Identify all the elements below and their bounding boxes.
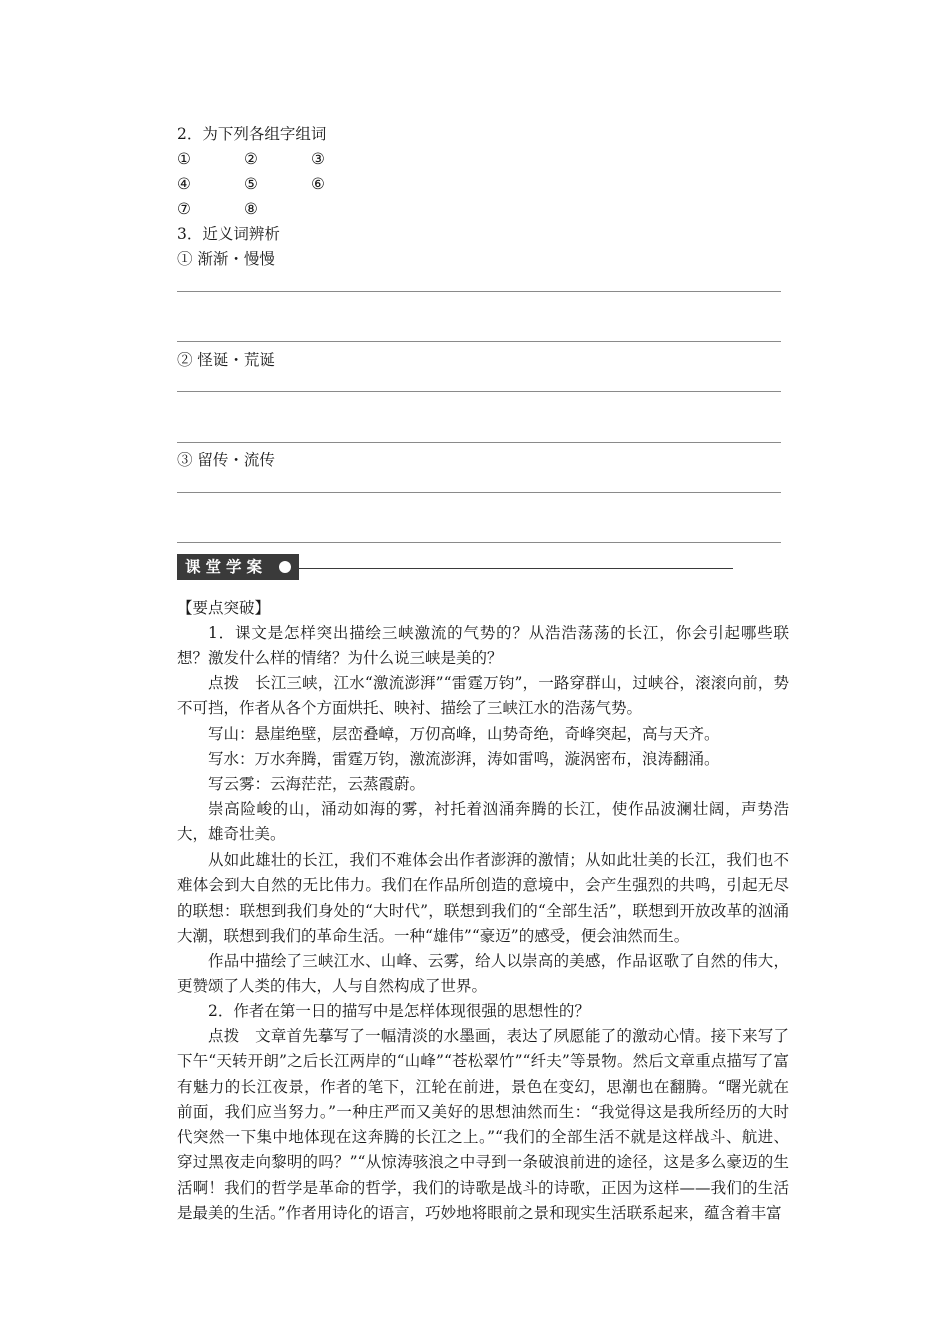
banner-rule [299, 568, 733, 569]
answer-1-fog: 写云雾：云海茫茫，云蒸霞蔚。 [208, 775, 426, 793]
marker-3: ③ [311, 150, 325, 168]
keypoints-heading: 【要点突破】 [177, 599, 271, 617]
question-2: 2．作者在第一日的描写中是怎样体现很强的思想性的？ [208, 1002, 590, 1020]
answer-1-mountain: 写山：悬崖绝壁，层峦叠嶂，万仞高峰，山势奇绝，奇峰突起，高与天齐。 [208, 725, 720, 743]
answer-line [177, 542, 781, 543]
marker-2: ② [244, 150, 258, 168]
section2-title: 2．为下列各组字组词 [177, 125, 327, 143]
section3-title: 3．近义词辨析 [177, 225, 280, 243]
banner-label: 课堂学案 [185, 558, 268, 576]
banner-dot-icon [279, 561, 291, 573]
marker-5: ⑤ [244, 175, 258, 193]
answer-line [177, 492, 781, 493]
answer-1-paragraph-3: 从如此雄壮的长江，我们不难体会出作者澎湃的激情；从如此壮美的长江，我们也不难体会到大自然的无比伟力。我们在作品所创造的意境中，会产生强烈的共鸣，引起无尽的联想：联想到我们身处的“大时代”，联想到我们的“全部生活”，联想到开放改革的汹涌大潮，联想到我们的革命生活。一种“雄伟”“豪迈”的感受，便会油然而生。 [177, 851, 789, 945]
marker-7: ⑦ [177, 200, 191, 218]
answer-1-paragraph-4: 作品中描绘了三峡江水、山峰、云雾，给人以崇高的美感，作品讴歌了自然的伟大，更赞颂了人类的伟大，人与自然构成了世界。 [177, 952, 789, 996]
answer-1-paragraph-2: 崇高险峻的山，涌动如海的雾，衬托着汹涌奔腾的长江，使作品波澜壮阔，声势浩大，雄奇壮美。 [177, 800, 789, 844]
section-banner [177, 554, 557, 580]
marker-4: ④ [177, 175, 191, 193]
synonym-item-2: ② 怪诞・荒诞 [177, 351, 275, 369]
answer-line [177, 391, 781, 392]
answer-line [177, 442, 781, 443]
answer-1-water: 写水：万水奔腾，雷霆万钧，激流澎湃，涛如雷鸣，漩涡密布，浪涛翻涌。 [208, 750, 720, 768]
answer-2: 点拨 文章首先摹写了一幅清淡的水墨画，表达了夙愿能了的激动心情。接下来写了下午“天转开朗”之后长江两岸的“山峰”“苍松翠竹”“纤夫”等景物。然后文章重点描写了富有魅力的长江夜景，作者的笔下，江轮在前进，景色在变幻，思潮也在翻腾。“曙光就在前面，我们应当努力。”一种庄严而又美好的思想油然而生：“我觉得这是我所经历的大时代突然一下集中地体现在这奔腾的长江之上。”“我们的全部生活不就是这样战斗、航进、穿过黑夜走向黎明的吗？”“从惊涛骇浪之中寻到一条破浪前进的途径，这是多么豪迈的生活啊！我们的哲学是革命的哲学，我们的诗歌是战斗的诗歌，正因为这样——我们的生活是最美的生活。”作者用诗化的语言，巧妙地将眼前之景和现实生活联系起来，蕴含着丰富 [177, 1027, 789, 1223]
marker-8: ⑧ [244, 200, 258, 218]
answer-line [177, 341, 781, 342]
synonym-item-3: ③ 留传・流传 [177, 451, 275, 469]
synonym-item-1: ① 渐渐・慢慢 [177, 250, 275, 268]
question-1: 1．课文是怎样突出描绘三峡激流的气势的？从浩浩荡荡的长江，你会引起哪些联想？激发什么样的情绪？为什么说三峡是美的？ [177, 624, 789, 668]
marker-6: ⑥ [311, 175, 325, 193]
answer-line [177, 291, 781, 292]
answer-1-intro: 点拨 长江三峡，江水“激流澎湃”“雷霆万钧”，一路穿群山，过峡谷，滚滚向前，势不可挡，作者从各个方面烘托、映衬、描绘了三峡江水的浩荡气势。 [177, 674, 789, 718]
marker-1: ① [177, 150, 191, 168]
